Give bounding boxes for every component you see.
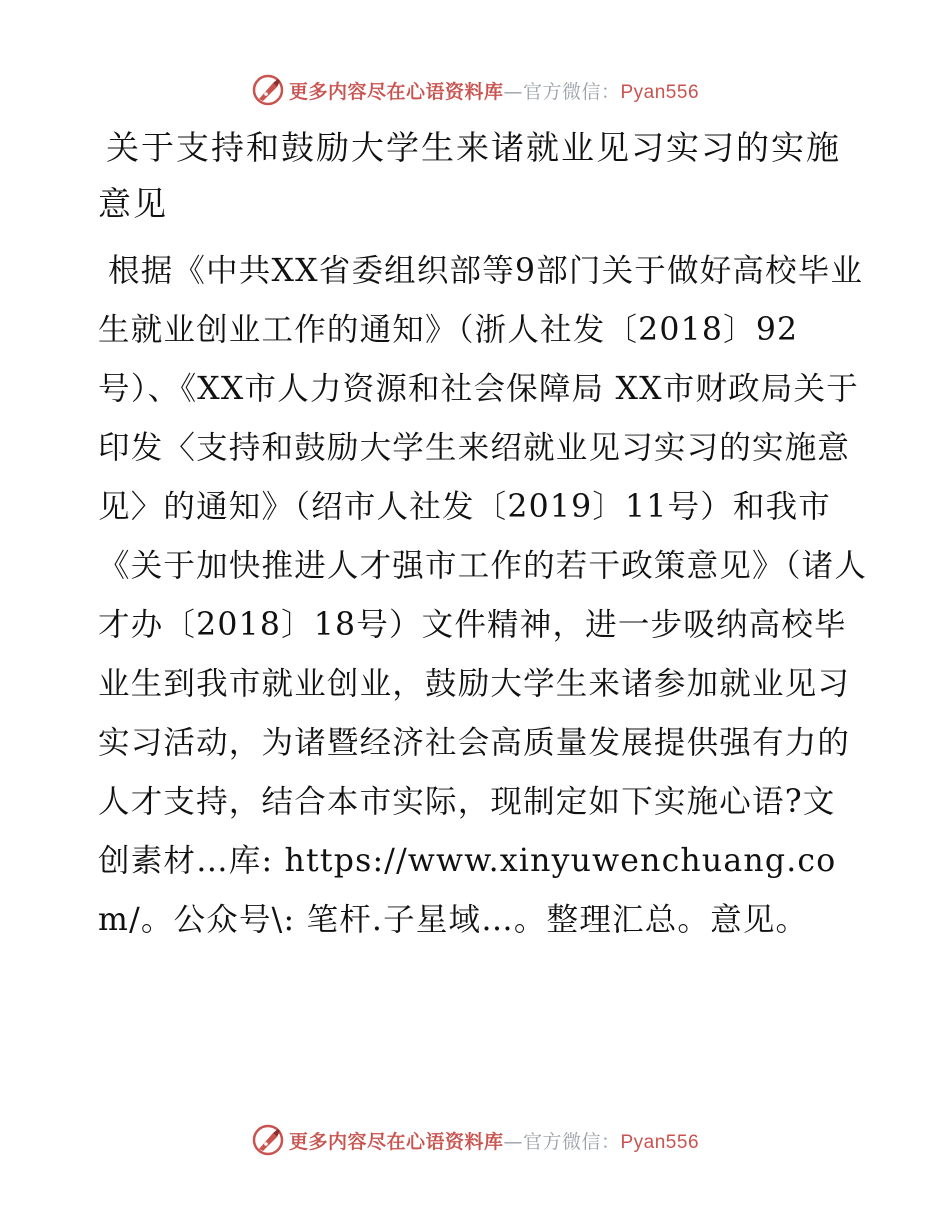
pen-nib-logo-icon xyxy=(251,1123,285,1157)
document xyxy=(98,120,868,982)
document-title: 关于支持和鼓励大学生来诸就业见习实习的实施意见 xyxy=(98,128,841,223)
banner-separator: —官方微信： xyxy=(503,1130,621,1153)
banner-brand: 更多内容尽在心语资料库 xyxy=(288,80,504,103)
banner-account: Pyan556 xyxy=(620,1131,700,1153)
banner-account: Pyan556 xyxy=(620,81,700,103)
pen-nib-logo-icon xyxy=(251,73,285,107)
header-banner xyxy=(0,70,950,110)
banner-brand: 更多内容尽在心语资料库 xyxy=(288,1130,504,1153)
banner-text xyxy=(289,1127,699,1154)
footer-banner xyxy=(0,1120,950,1160)
document-body: 根据《中共XX省委组织部等9部门关于做好高校毕业生就业创业工作的通知》（浙人社发〔2018〕92号）、《XX市人力资源和社会保障局 XX市财政局关于印发〈支持和鼓励大学生来绍就业见习实习的实施意见〉的通知》（绍市人社发〔2019〕11号）和我市《关于加快推进人才强市工作的若干政策意见》（诸人才办〔2018〕18号）文件精神，进一步吸纳高校毕业生到我市就业创业，鼓励大学生来诸参加就业见习实习活动，为诸暨经济社会高质量发展提供强有力的人才支持，结合本市实际，现制定如下实施心语?文创素材…库: https://www.xinyuwenchuang.com/。公众号\: 笔杆.子星域…。整理汇总。意见。 xyxy=(98,253,868,938)
banner-separator: —官方微信： xyxy=(503,80,621,103)
banner-text xyxy=(289,77,699,104)
